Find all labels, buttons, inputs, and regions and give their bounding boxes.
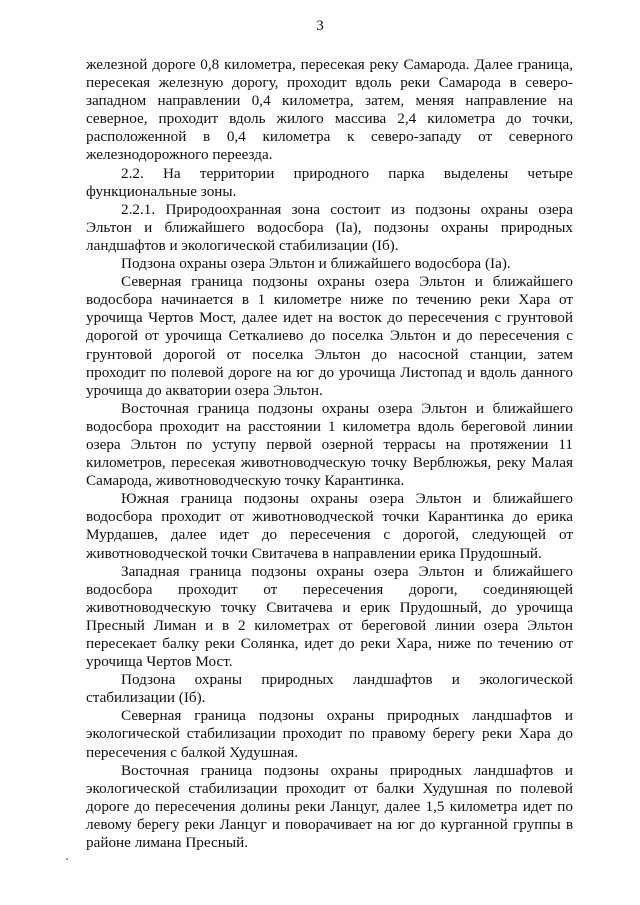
paragraph-continuation: железной дороге 0,8 километра, пересекая реку Самарода. Далее граница, пересекая железную дорогу, проходит вдоль реки Самарода в северо-западном направлении 0,4 километра, затем, меняя направление на северное, проходит вдоль жилого массива 2,4 километра до точки, расположенной в 0,4 километра к северо-западу от северного железнодорожного переезда. [86,56,573,164]
document-body [86,56,573,852]
paragraph-west-boundary-ia: Западная граница подзоны охраны озера Эльтон и ближайшего водосбора проходит от пересечения дороги, соединяющей животноводческую точку Свитачева и ерик Прудошный, до урочища Пресный Лиман и в 2 километрах от береговой линии озера Эльтон пересекает балку реки Солянка, идет до реки Хара, ниже по течению от урочища Чертов Мост. [86,562,573,671]
page-number: 3 [316,18,324,34]
paragraph-north-boundary-ia: Северная граница подзоны охраны озера Эльтон и ближайшего водосбора начинается в 1 километре ниже по течению реки Хара от урочища Чертов Мост, далее идет на восток до пересечения с грунтовой дорогой от урочища Сеткалиево до поселка Эльтон и до пересечения с грунтовой дорогой от поселка Эльтон до насосной станции, затем проходит по полевой дороге на юг до урочища Листопад и вдоль данного урочища до акватории озера Эльтон. [86,273,573,399]
paragraph-protected-zone: 2.2.1. Природоохранная зона состоит из подзоны охраны озера Эльтон и ближайшего водосбора (Iа), подзоны охраны природных ландшафтов и экологической стабилизации (Iб). [86,200,573,254]
paragraph-north-boundary-ib: Северная граница подзоны охраны природных ландшафтов и экологической стабилизации проходит по правому берегу реки Хара до пересечения с балкой Худушная. [86,707,573,761]
paragraph-functional-zones: 2.2. На территории природного парка выделены четыре функциональные зоны. [86,164,573,200]
paragraph-east-boundary-ib: Восточная граница подзоны охраны природных ландшафтов и экологической стабилизации проходит от балки Худушная по полевой дороге до пересечения долины реки Ланцуг, далее 1,5 километра идет по левому берегу реки Ланцуг и поворачивает на юг до курганной группы в районе лимана Пресный. [86,761,573,852]
paragraph-east-boundary-ia: Восточная граница подзоны охраны озера Эльтон и ближайшего водосбора проходит на расстоянии 1 километра вдоль береговой линии озера Эльтон по уступу первой озерной террасы на протяжении 11 километров, пересекая животноводческую точку Верблюжья, реку Малая Самарода, животноводческую точку Карантинка. [86,399,573,490]
paragraph-south-boundary-ia: Южная граница подзоны охраны озера Эльтон и ближайшего водосбора проходит от животноводческой точки Карантинка до ерика Мурдашев, далее идет до пересечения с дорогой, следующей от животноводческой точки Свитачева в направлении ерика Прудошный. [86,490,573,562]
subheading-subzone-ia: Подзона охраны озера Эльтон и ближайшего водосбора (Iа). [121,255,511,273]
subheading-subzone-ib: Подзона охраны природных ландшафтов и экологической стабилизации (Iб). [86,671,573,707]
scan-speck [66,858,68,860]
